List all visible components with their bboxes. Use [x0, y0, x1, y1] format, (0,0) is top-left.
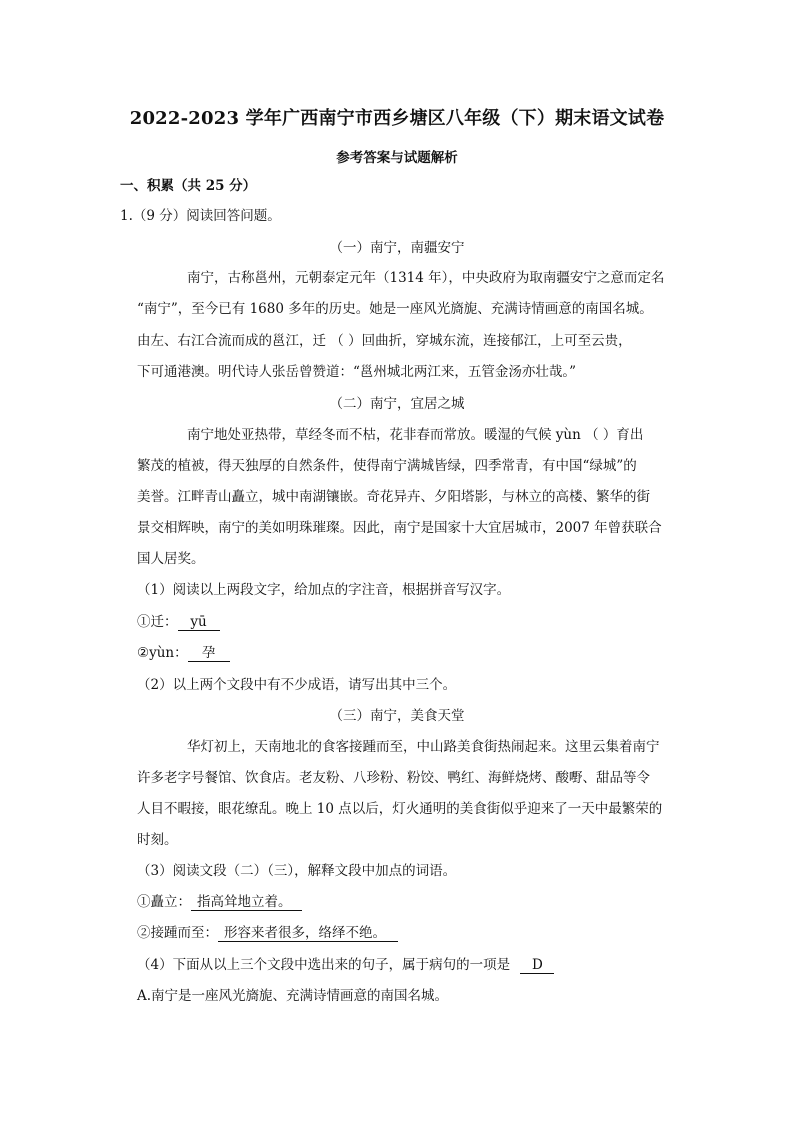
sub-question-2: （2）以上两个文段中有不少成语，请写出其中三个。	[137, 677, 457, 693]
passage-line: 许多老字号餐馆、饮食店。老友粉、八珍粉、粉饺、鸭红、海鲜烧烤、酸嘢、甜品等令	[137, 770, 650, 786]
page-title: 2022-2023 学年广西南宁市西乡塘区八年级（下）期末语文试卷	[129, 108, 665, 129]
passage-line: 南宁，古称邕州，元朝泰定元年（1314 年），中央政府为取南疆安宁之意而定名	[187, 270, 665, 286]
passage-heading-3: （三）南宁，美食天堂	[329, 708, 465, 724]
answer-row-4	[137, 923, 398, 943]
answer-label: ②接踵而至：	[137, 925, 218, 941]
passage-line: 繁茂的植被，得天独厚的自然条件，使得南宁满城皆绿，四季常青，有中国“绿城”的	[137, 458, 637, 474]
passage-line: “南宁”，至今已有 1680 多年的历史。她是一座风光旖旎、充满诗情画意的南国名城。	[137, 301, 653, 317]
sub-question-4	[137, 955, 554, 975]
answer-value: 指高耸地立着。	[191, 894, 302, 911]
answer-value: 孕	[188, 645, 230, 662]
sub-question-1: （1）阅读以上两段文字，给加点的字注音，根据拼音写汉字。	[137, 582, 511, 598]
sub-question-3: （3）阅读文段（二）（三），解释文段中加点的词语。	[137, 863, 457, 879]
answer-label: ②yùn：	[137, 645, 188, 661]
answer-label: ①迁：	[137, 614, 178, 630]
answer-label: ①矗立：	[137, 894, 191, 910]
answer-value: D	[520, 957, 554, 974]
passage-line: 下可通港澳。明代诗人张岳曾赞道：“邕州城北两江来，五管金汤亦壮哉。”	[137, 364, 577, 380]
question-intro: 1.（9 分）阅读回答问题。	[120, 208, 281, 224]
answer-row-1	[137, 612, 220, 632]
answer-value: 形容来者很多，络绎不绝。	[218, 925, 398, 942]
passage-line: 时刻。	[137, 832, 178, 848]
passage-line: 由左、右江合流而成的邕江，迁 （ ）回曲折，穿城东流，连接郁江，上可至云贵，	[137, 333, 632, 349]
passage-line: 国人居奖。	[137, 551, 205, 567]
question-text: （4）下面从以上三个文段中选出来的句子，属于病句的一项是	[137, 957, 511, 973]
answer-row-3	[137, 892, 302, 912]
passage-line: 南宁地处亚热带，草经冬而不枯，花非春而常放。暖湿的气候 yùn （ ）育出	[187, 427, 644, 443]
passage-line: 华灯初上，天南地北的食客接踵而至，中山路美食街热闹起来。这里云集着南宁	[187, 739, 660, 755]
passage-heading-2: （二）南宁，宜居之城	[329, 396, 465, 412]
passage-line: 美誉。江畔青山矗立，城中南湖镶嵌。奇花异卉、夕阳塔影，与林立的高楼、繁华的街	[137, 489, 650, 505]
section-heading: 一、积累（共 25 分）	[120, 178, 257, 194]
option-a: A.南宁是一座风光旖旎、充满诗情画意的南国名城。	[137, 988, 449, 1004]
passage-line: 人目不暇接，眼花缭乱。晚上 10 点以后，灯火通明的美食街似乎迎来了一天中最繁荣的	[137, 801, 663, 817]
answer-value: yū	[178, 614, 220, 631]
passage-heading-1: （一）南宁，南疆安宁	[329, 240, 465, 256]
answer-row-2	[137, 643, 230, 663]
passage-line: 景交相辉映，南宁的美如明珠璀璨。因此，南宁是国家十大宜居城市，2007 年曾获联合	[137, 520, 662, 536]
page-subtitle: 参考答案与试题解析	[336, 150, 458, 166]
